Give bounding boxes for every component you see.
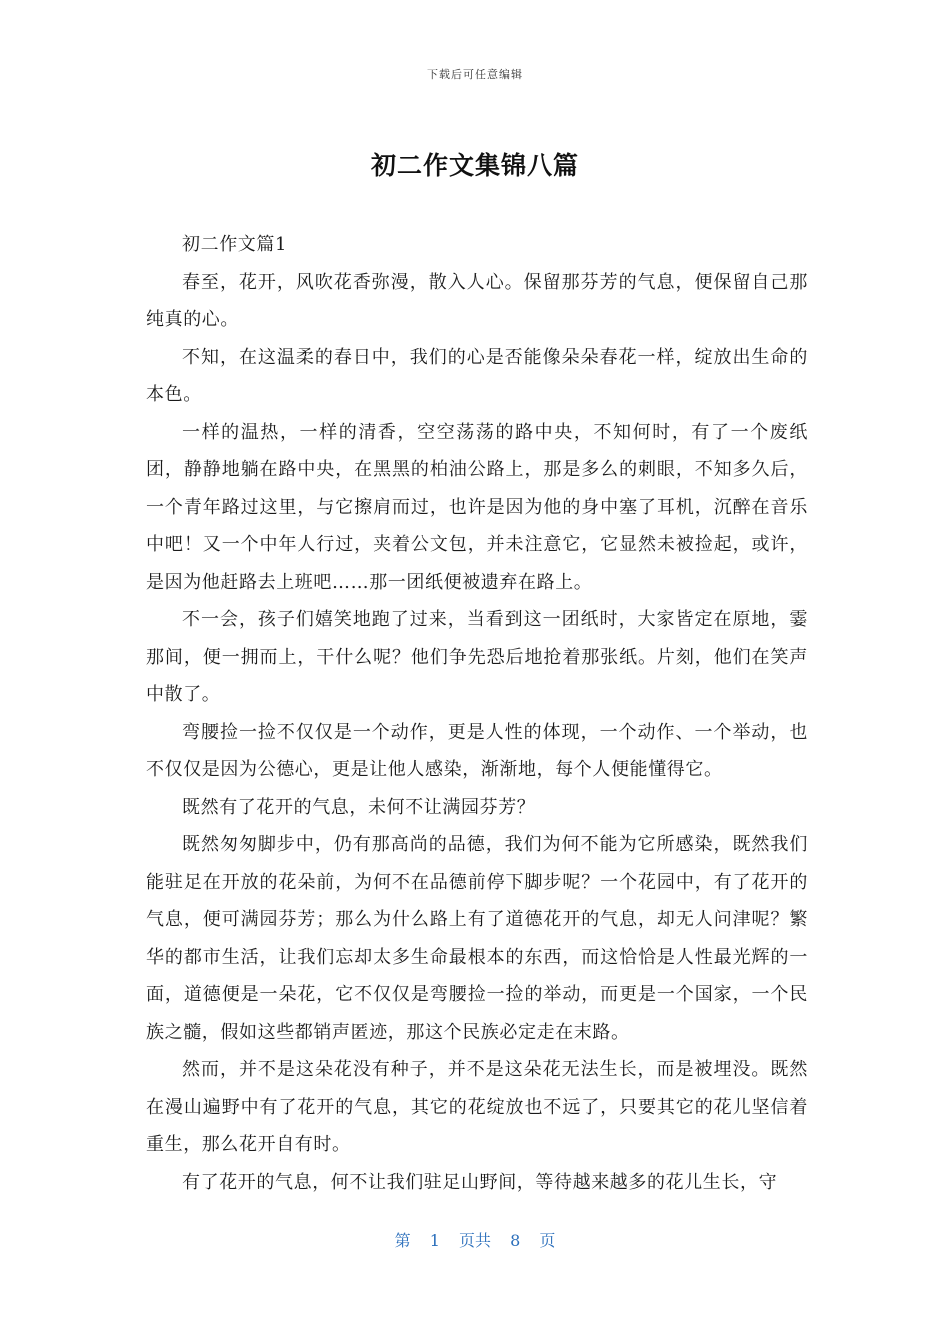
paragraph: 既然有了花开的气息，未何不让满园芬芳？: [182, 796, 536, 818]
paragraph: 不知，在这温柔的春日中，我们的心是否能像朵朵春花一样，绽放出生命的本色。: [146, 346, 808, 405]
document-body: [146, 226, 808, 1201]
paragraph: 有了花开的气息，何不让我们驻足山野间，等待越来越多的花儿生长，守: [182, 1171, 778, 1193]
paragraph: 然而，并不是这朵花没有种子，并不是这朵花无法生长，而是被埋没。既然在漫山遍野中有了花开的气息，其它的花绽放也不远了，只要其它的花儿坚信着重生，那么花开自有时。: [146, 1059, 808, 1155]
page-total-number: 8: [510, 1231, 521, 1250]
page-footer: [0, 1228, 950, 1251]
page-label-mid: 页共: [458, 1231, 491, 1250]
paragraph: 一样的温热，一样的清香，空空荡荡的路中央，不知何时，有了一个废纸团，静静地躺在路中央，在黑黑的柏油公路上，那是多么的刺眼，不知多久后，一个青年路过这里，与它擦肩而过，也许是因为他的身中塞了耳机，沉醉在音乐中吧！又一个中年人行过，夹着公文包，并未注意它，它显然未被捡起，或许，是因为他赶路去上班吧……那一团纸便被遗弃在路上。: [146, 421, 808, 593]
document-title: 初二作文集锦八篇: [370, 151, 579, 180]
header-note: 下载后可任意编辑: [427, 68, 523, 81]
section-heading: 初二作文篇1: [182, 234, 288, 255]
page-label-suffix: 页: [539, 1231, 556, 1250]
paragraph: 不一会，孩子们嬉笑地跑了过来，当看到这一团纸时，大家皆定在原地，霎那间，便一拥而上，干什么呢？他们争先恐后地抢着那张纸。片刻，他们在笑声中散了。: [146, 609, 808, 705]
paragraph: 既然匆匆脚步中，仍有那高尚的品德，我们为何不能为它所感染，既然我们能驻足在开放的花朵前，为何不在品德前停下脚步呢？一个花园中，有了花开的气息，便可满园芬芳；那么为什么路上有了道德花开的气息，却无人问津呢？繁华的都市生活，让我们忘却太多生命最根本的东西，而这恰恰是人性最光辉的一面，道德便是一朵花，它不仅仅是弯腰捡一捡的举动，而更是一个国家，一个民族之髓，假如这些都销声匿迹，那这个民族必定走在末路。: [146, 834, 808, 1043]
page-current-number: 1: [429, 1231, 440, 1250]
paragraph: 春至，花开，风吹花香弥漫，散入人心。保留那芬芳的气息，便保留自己那纯真的心。: [146, 271, 808, 330]
page-label-prefix: 第: [394, 1231, 411, 1250]
paragraph: 弯腰捡一捡不仅仅是一个动作，更是人性的体现，一个动作、一个举动，也不仅仅是因为公德心，更是让他人感染，渐渐地，每个人便能懂得它。: [146, 721, 808, 780]
